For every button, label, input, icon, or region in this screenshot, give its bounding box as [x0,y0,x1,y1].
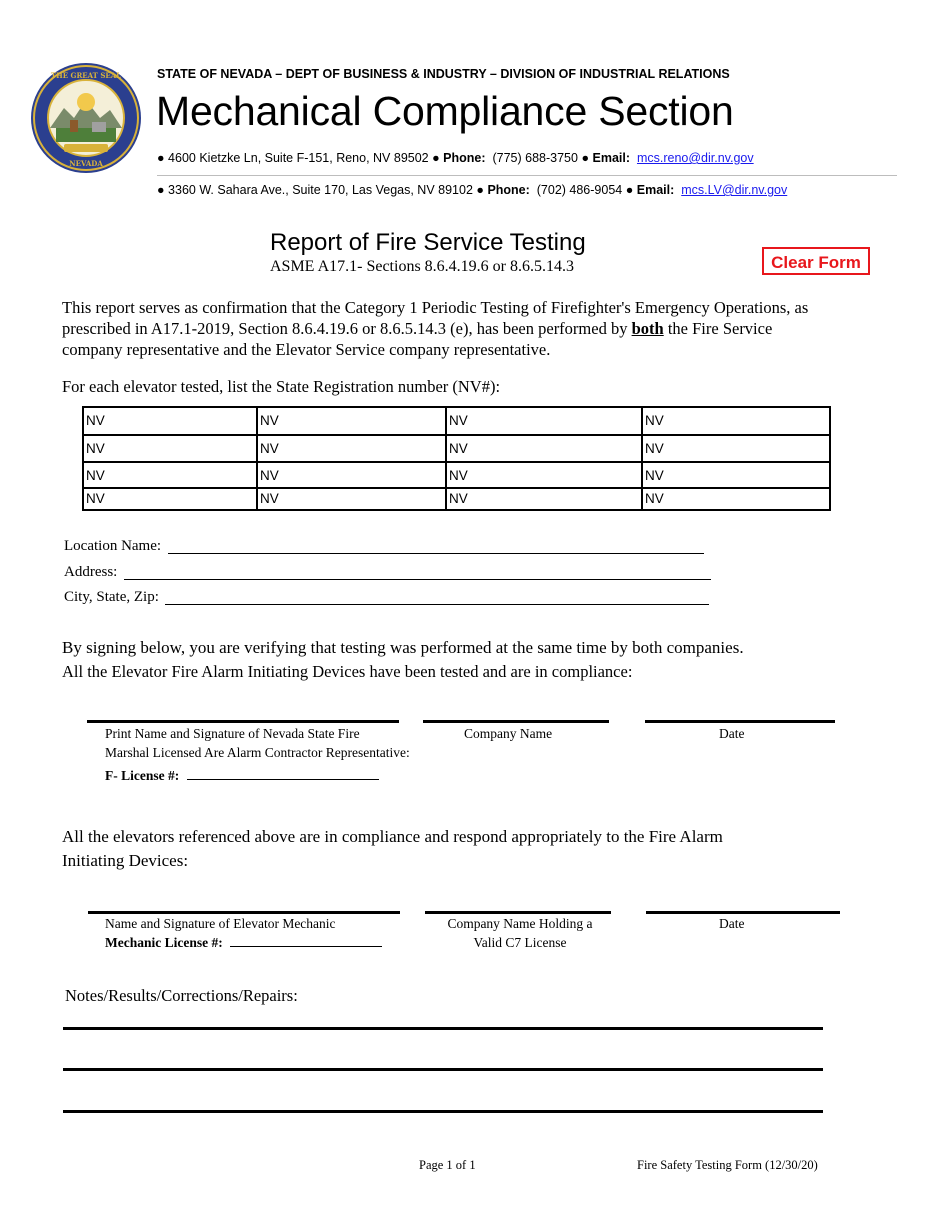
page-number: Page 1 of 1 [419,1158,476,1172]
nv-registration-table [82,406,831,511]
agency-name: STATE OF NEVADA – DEPT OF BUSINESS & INDUSTRY – DIVISION OF INDUSTRIAL RELATIONS [157,67,730,81]
elevator-statement-line2: Initiating Devices: [62,851,189,870]
svg-text:NEVADA: NEVADA [69,159,103,168]
intro-text-part1: This report serves as confirmation that the Category 1 Periodic Testing of Firefighter's Emergency Operations, as prescribed in A17.1-2019, Section 8.6.4.19.6 or 8.6.5.14.3 (e), has been performed by [62,298,809,338]
svg-text:THE GREAT SEAL: THE GREAT SEAL [50,71,122,80]
notes-line-1[interactable] [63,1027,823,1030]
las-vegas-address: 3360 W. Sahara Ave., Suite 170, Las Vegas, NV 89102 [168,183,473,197]
report-subtitle: ASME A17.1- Sections 8.6.4.19.6 or 8.6.5.14.3 [270,258,574,275]
bullet-icon: ● [157,151,165,165]
fire-statement-line2: All the Elevator Fire Alarm Initiating Devices have been tested and are in compliance: [62,662,633,681]
nv-field[interactable]: NV [447,463,643,487]
fire-signature-label-line2: Marshal Licensed Are Alarm Contractor Representative: [105,745,410,760]
fire-date-line[interactable] [645,720,835,723]
mechanic-license-row [105,933,382,952]
form-identifier: Fire Safety Testing Form (12/30/20) [637,1158,818,1172]
elevator-statement-line1: All the elevators referenced above are in compliance and respond appropriately to the Fire Alarm [62,827,723,846]
nv-field[interactable]: NV [84,436,258,461]
las-vegas-email-link[interactable]: mcs.LV@dir.nv.gov [681,183,788,197]
fire-signature-line[interactable] [87,720,399,723]
city-state-zip-field[interactable] [165,604,709,605]
section-title: Mechanical Compliance Section [156,88,734,134]
reno-address: 4600 Kietzke Ln, Suite F-151, Reno, NV 89502 [168,151,429,165]
report-title: Report of Fire Service Testing [270,229,586,256]
notes-label: Notes/Results/Corrections/Repairs: [65,986,298,1005]
fire-license-row [105,766,379,785]
nv-field[interactable]: NV [258,408,447,434]
intro-paragraph [62,297,822,360]
fire-company-label: Company Name [464,726,553,741]
intro-emphasis: both [631,319,664,338]
nevada-state-seal [30,62,142,174]
mechanic-signature-label: Name and Signature of Elevator Mechanic [105,916,336,931]
mechanic-date-label: Date [719,916,745,931]
mechanic-company-label-line2: Valid C7 License [473,935,567,950]
location-name-field[interactable] [168,553,704,554]
reno-phone: (775) 688-3750 [492,151,578,165]
table-row [84,436,829,463]
address-label: Address: [64,564,118,580]
mechanic-license-field[interactable] [230,934,382,947]
intro-text-part2: the Fire Service company representative and the Elevator Service company representative. [62,319,773,359]
fire-date-label: Date [719,726,745,741]
fire-company-line[interactable] [423,720,609,723]
nv-field[interactable]: NV [645,413,664,428]
fire-license-label: F- License #: [105,768,180,783]
mechanic-license-label: Mechanic License #: [105,935,223,950]
notes-line-2[interactable] [63,1068,823,1071]
nv-field[interactable]: NV [447,408,643,434]
nv-field[interactable]: NV [84,408,258,434]
table-row [84,489,829,509]
las-vegas-phone-label: Phone: [487,183,530,197]
nv-field[interactable]: NV [645,441,664,456]
nv-instruction: For each elevator tested, list the State Registration number (NV#): [62,377,501,396]
bullet-icon: ● [625,183,634,197]
nv-field[interactable]: NV [84,489,258,509]
las-vegas-office-line [157,183,787,197]
notes-line-3[interactable] [63,1110,823,1113]
nv-field[interactable]: NV [258,436,447,461]
city-state-zip-label: City, State, Zip: [64,589,159,605]
las-vegas-email-label: Email: [636,183,675,197]
fire-signature-label [105,724,410,762]
fire-signature-label-line1: Print Name and Signature of Nevada State Fire [105,726,360,741]
location-name-label: Location Name: [64,538,162,554]
nv-field[interactable]: NV [258,489,447,509]
bullet-icon: ● [432,151,440,165]
reno-office-line [157,151,754,165]
fire-license-field[interactable] [187,767,379,780]
nv-field[interactable]: NV [84,463,258,487]
reno-email-link[interactable]: mcs.reno@dir.nv.gov [636,151,754,165]
reno-phone-label: Phone: [443,151,486,165]
bullet-icon: ● [581,151,590,165]
fire-statement-line1: By signing below, you are verifying that testing was performed at the same time by both companies. [62,638,744,657]
nv-field[interactable]: NV [447,436,643,461]
las-vegas-phone: (702) 486-9054 [536,183,623,197]
table-row [84,463,829,489]
bullet-icon: ● [157,183,165,197]
bullet-icon: ● [476,183,484,197]
address-field[interactable] [124,579,711,580]
clear-form-button[interactable]: Clear Form [762,247,870,275]
nv-field[interactable]: NV [645,491,664,506]
reno-email-label: Email: [592,151,631,165]
nv-field[interactable]: NV [258,463,447,487]
nv-field[interactable]: NV [645,468,664,483]
mechanic-company-label-line1: Company Name Holding a [447,916,593,931]
nv-field[interactable]: NV [447,489,643,509]
mechanic-company-label [439,914,601,952]
table-row [84,408,829,436]
header-divider [157,175,897,176]
